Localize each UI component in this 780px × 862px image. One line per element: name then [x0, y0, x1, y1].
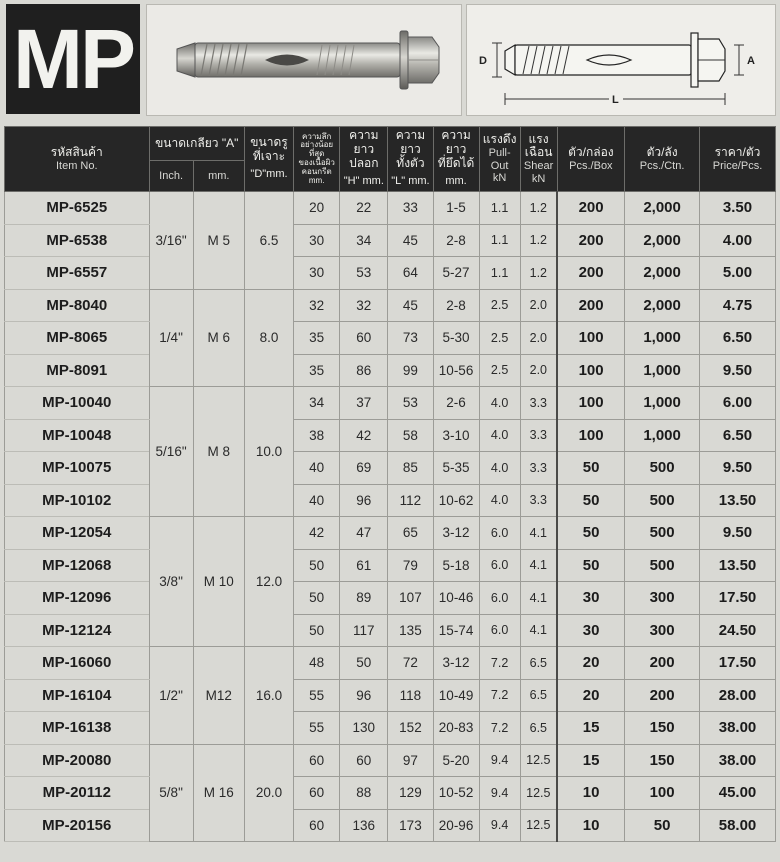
total-length-cell: 79: [388, 549, 433, 582]
item-code-cell: MP-12124: [5, 614, 150, 647]
total-length-cell: 72: [388, 647, 433, 680]
pull-out-cell: 4.0: [479, 452, 520, 485]
drill-diameter-cell: 10.0: [244, 387, 293, 517]
pcs-ctn-cell: 500: [625, 452, 700, 485]
model-logo: [6, 4, 140, 114]
min-depth-cell: 48: [294, 647, 340, 680]
pcs-ctn-cell: 1,000: [625, 322, 700, 355]
header-pcs-ctn: ตัว/ลัง Pcs./Ctn.: [625, 127, 700, 192]
thread-inch-cell: 1/4": [149, 289, 193, 387]
item-code-cell: MP-10102: [5, 484, 150, 517]
price-cell: 6.50: [700, 419, 776, 452]
pcs-box-cell: 10: [557, 777, 625, 810]
item-code-cell: MP-20080: [5, 744, 150, 777]
min-depth-cell: 32: [294, 289, 340, 322]
pull-out-cell: 7.2: [479, 647, 520, 680]
thread-inch-cell: 3/16": [149, 192, 193, 290]
fixing-length-cell: 5-18: [433, 549, 479, 582]
header-drill: ขนาดรู ที่เจาะ "D"mm.: [244, 127, 293, 192]
dimension-l-label: L: [612, 94, 619, 106]
total-length-cell: 53: [388, 387, 433, 420]
spec-table: [4, 126, 776, 842]
item-code-cell: MP-8040: [5, 289, 150, 322]
min-depth-cell: 60: [294, 777, 340, 810]
min-depth-cell: 40: [294, 452, 340, 485]
total-length-cell: 58: [388, 419, 433, 452]
shear-cell: 2.0: [520, 289, 557, 322]
pull-out-cell: 4.0: [479, 419, 520, 452]
sleeve-length-cell: 60: [340, 744, 388, 777]
fixing-length-cell: 2-8: [433, 224, 479, 257]
price-cell: 3.50: [700, 192, 776, 225]
fixing-length-cell: 5-30: [433, 322, 479, 355]
thread-inch-cell: 5/8": [149, 744, 193, 842]
table-row: [5, 614, 776, 647]
pcs-ctn-cell: 2,000: [625, 257, 700, 290]
item-code-cell: MP-12096: [5, 582, 150, 615]
table-row: [5, 809, 776, 842]
item-code-cell: MP-6557: [5, 257, 150, 290]
fixing-length-cell: 2-6: [433, 387, 479, 420]
min-depth-cell: 30: [294, 224, 340, 257]
sleeve-length-cell: 117: [340, 614, 388, 647]
pcs-box-cell: 50: [557, 549, 625, 582]
header-band: [0, 0, 780, 122]
table-row: [5, 679, 776, 712]
shear-cell: 4.1: [520, 614, 557, 647]
pcs-box-cell: 50: [557, 517, 625, 550]
total-length-cell: 45: [388, 289, 433, 322]
pcs-ctn-cell: 2,000: [625, 224, 700, 257]
shear-cell: 3.3: [520, 387, 557, 420]
shear-cell: 2.0: [520, 354, 557, 387]
pull-out-cell: 2.5: [479, 322, 520, 355]
drill-diameter-cell: 20.0: [244, 744, 293, 842]
thread-inch-cell: 5/16": [149, 387, 193, 517]
dimension-d-label: D: [479, 55, 487, 67]
pcs-box-cell: 200: [557, 224, 625, 257]
item-code-cell: MP-16060: [5, 647, 150, 680]
price-cell: 4.75: [700, 289, 776, 322]
pcs-ctn-cell: 200: [625, 679, 700, 712]
sleeve-length-cell: 96: [340, 484, 388, 517]
pull-out-cell: 4.0: [479, 387, 520, 420]
table-row: [5, 387, 776, 420]
total-length-cell: 129: [388, 777, 433, 810]
price-cell: 17.50: [700, 647, 776, 680]
thread-inch-cell: 1/2": [149, 647, 193, 745]
fixing-length-cell: 15-74: [433, 614, 479, 647]
table-row: [5, 257, 776, 290]
table-row: [5, 322, 776, 355]
pcs-box-cell: 20: [557, 647, 625, 680]
thread-mm-cell: M 8: [193, 387, 244, 517]
min-depth-cell: 60: [294, 744, 340, 777]
thread-mm-cell: M 6: [193, 289, 244, 387]
total-length-cell: 135: [388, 614, 433, 647]
total-length-cell: 73: [388, 322, 433, 355]
total-length-cell: 85: [388, 452, 433, 485]
shear-cell: 6.5: [520, 647, 557, 680]
pcs-box-cell: 30: [557, 582, 625, 615]
thread-inch-cell: 3/8": [149, 517, 193, 647]
sleeve-length-cell: 69: [340, 452, 388, 485]
sleeve-length-cell: 34: [340, 224, 388, 257]
pcs-ctn-cell: 150: [625, 712, 700, 745]
shear-cell: 1.2: [520, 257, 557, 290]
pcs-ctn-cell: 500: [625, 517, 700, 550]
total-length-cell: 64: [388, 257, 433, 290]
fixing-length-cell: 3-12: [433, 517, 479, 550]
thread-mm-cell: M 16: [193, 744, 244, 842]
fixing-length-cell: 20-96: [433, 809, 479, 842]
thread-mm-cell: M12: [193, 647, 244, 745]
total-length-cell: 107: [388, 582, 433, 615]
table-row: [5, 484, 776, 517]
price-cell: 9.50: [700, 452, 776, 485]
sleeve-length-cell: 42: [340, 419, 388, 452]
item-code-cell: MP-6538: [5, 224, 150, 257]
price-cell: 24.50: [700, 614, 776, 647]
item-code-cell: MP-10048: [5, 419, 150, 452]
pcs-ctn-cell: 200: [625, 647, 700, 680]
item-code-cell: MP-10075: [5, 452, 150, 485]
drill-diameter-cell: 12.0: [244, 517, 293, 647]
min-depth-cell: 34: [294, 387, 340, 420]
total-length-cell: 97: [388, 744, 433, 777]
shear-cell: 3.3: [520, 419, 557, 452]
header-fixing-length: ความยาว ที่ยึดได้ mm.: [433, 127, 479, 192]
fixing-length-cell: 3-12: [433, 647, 479, 680]
price-cell: 4.00: [700, 224, 776, 257]
shear-cell: 12.5: [520, 777, 557, 810]
price-cell: 17.50: [700, 582, 776, 615]
sleeve-length-cell: 96: [340, 679, 388, 712]
dimension-a-label: A: [747, 55, 755, 67]
shear-cell: 6.5: [520, 712, 557, 745]
dimension-drawing: [467, 5, 775, 115]
pull-out-cell: 1.1: [479, 224, 520, 257]
shear-cell: 1.2: [520, 192, 557, 225]
shear-cell: 6.5: [520, 679, 557, 712]
pcs-box-cell: 200: [557, 192, 625, 225]
sleeve-length-cell: 88: [340, 777, 388, 810]
fixing-length-cell: 5-20: [433, 744, 479, 777]
min-depth-cell: 50: [294, 582, 340, 615]
item-code-cell: MP-20156: [5, 809, 150, 842]
pcs-ctn-cell: 2,000: [625, 289, 700, 322]
table-body: [5, 192, 776, 842]
pull-out-cell: 2.5: [479, 354, 520, 387]
sleeve-length-cell: 130: [340, 712, 388, 745]
sleeve-length-cell: 86: [340, 354, 388, 387]
item-code-cell: MP-8065: [5, 322, 150, 355]
pcs-ctn-cell: 100: [625, 777, 700, 810]
item-code-cell: MP-12068: [5, 549, 150, 582]
price-cell: 13.50: [700, 484, 776, 517]
header-thread-inch: Inch.: [149, 161, 193, 192]
table-row: [5, 224, 776, 257]
pull-out-cell: 4.0: [479, 484, 520, 517]
item-code-cell: MP-16104: [5, 679, 150, 712]
pcs-ctn-cell: 2,000: [625, 192, 700, 225]
header-pcs-box: ตัว/กล่อง Pcs./Box: [557, 127, 625, 192]
sleeve-length-cell: 32: [340, 289, 388, 322]
min-depth-cell: 42: [294, 517, 340, 550]
fixing-length-cell: 10-52: [433, 777, 479, 810]
item-code-cell: MP-16138: [5, 712, 150, 745]
table-row: [5, 549, 776, 582]
pcs-ctn-cell: 1,000: [625, 419, 700, 452]
header-item: รหัสสินค้า Item No.: [5, 127, 150, 192]
total-length-cell: 173: [388, 809, 433, 842]
min-depth-cell: 50: [294, 549, 340, 582]
header-thread: ขนาดเกลียว "A": [149, 127, 244, 161]
pull-out-cell: 9.4: [479, 744, 520, 777]
thread-mm-cell: M 5: [193, 192, 244, 290]
table-row: [5, 452, 776, 485]
item-code-cell: MP-8091: [5, 354, 150, 387]
pcs-box-cell: 30: [557, 614, 625, 647]
pull-out-cell: 7.2: [479, 679, 520, 712]
drill-diameter-cell: 8.0: [244, 289, 293, 387]
table-row: [5, 777, 776, 810]
pcs-box-cell: 100: [557, 322, 625, 355]
sleeve-length-cell: 136: [340, 809, 388, 842]
price-cell: 38.00: [700, 712, 776, 745]
pull-out-cell: 6.0: [479, 582, 520, 615]
header-pull-out: แรงดึง Pull-Out kN: [479, 127, 520, 192]
table-row: [5, 744, 776, 777]
total-length-cell: 65: [388, 517, 433, 550]
fixing-length-cell: 2-8: [433, 289, 479, 322]
price-cell: 9.50: [700, 354, 776, 387]
min-depth-cell: 20: [294, 192, 340, 225]
min-depth-cell: 50: [294, 614, 340, 647]
sleeve-length-cell: 60: [340, 322, 388, 355]
table-row: [5, 192, 776, 225]
pcs-ctn-cell: 500: [625, 484, 700, 517]
fixing-length-cell: 1-5: [433, 192, 479, 225]
technical-drawing: [466, 4, 776, 116]
pcs-box-cell: 50: [557, 452, 625, 485]
pull-out-cell: 6.0: [479, 614, 520, 647]
table-row: [5, 289, 776, 322]
pull-out-cell: 6.0: [479, 517, 520, 550]
total-length-cell: 99: [388, 354, 433, 387]
pull-out-cell: 9.4: [479, 809, 520, 842]
shear-cell: 12.5: [520, 809, 557, 842]
header-depth: ความลึก อย่างน้อยที่สุด ของเนื้อผิว คอนกรีต mm.: [294, 127, 340, 192]
total-length-cell: 45: [388, 224, 433, 257]
sleeve-length-cell: 37: [340, 387, 388, 420]
header-sleeve-length: ความยาว ปลอก "H" mm.: [340, 127, 388, 192]
product-photo: [146, 4, 462, 116]
table-header: [5, 127, 776, 192]
shear-cell: 3.3: [520, 452, 557, 485]
item-code-cell: MP-12054: [5, 517, 150, 550]
pcs-ctn-cell: 500: [625, 549, 700, 582]
shear-cell: 2.0: [520, 322, 557, 355]
thread-mm-cell: M 10: [193, 517, 244, 647]
sleeve-length-cell: 47: [340, 517, 388, 550]
table-row: [5, 582, 776, 615]
price-cell: 28.00: [700, 679, 776, 712]
price-cell: 6.00: [700, 387, 776, 420]
header-shear: แรงเฉือน Shear kN: [520, 127, 557, 192]
header-total-length: ความยาว ทั้งตัว "L" mm.: [388, 127, 433, 192]
total-length-cell: 152: [388, 712, 433, 745]
price-cell: 9.50: [700, 517, 776, 550]
table-row: [5, 354, 776, 387]
anchor-bolt-photo-illustration: [147, 5, 461, 115]
table-row: [5, 419, 776, 452]
pull-out-cell: 2.5: [479, 289, 520, 322]
shear-cell: 12.5: [520, 744, 557, 777]
price-cell: 45.00: [700, 777, 776, 810]
fixing-length-cell: 20-83: [433, 712, 479, 745]
price-cell: 58.00: [700, 809, 776, 842]
pcs-ctn-cell: 300: [625, 614, 700, 647]
min-depth-cell: 35: [294, 354, 340, 387]
item-code-cell: MP-10040: [5, 387, 150, 420]
price-cell: 13.50: [700, 549, 776, 582]
total-length-cell: 33: [388, 192, 433, 225]
drill-diameter-cell: 6.5: [244, 192, 293, 290]
fixing-length-cell: 10-56: [433, 354, 479, 387]
min-depth-cell: 60: [294, 809, 340, 842]
pcs-box-cell: 10: [557, 809, 625, 842]
pcs-box-cell: 20: [557, 679, 625, 712]
fixing-length-cell: 5-27: [433, 257, 479, 290]
sleeve-length-cell: 61: [340, 549, 388, 582]
pcs-box-cell: 15: [557, 712, 625, 745]
pcs-box-cell: 100: [557, 354, 625, 387]
pcs-ctn-cell: 300: [625, 582, 700, 615]
pcs-box-cell: 200: [557, 257, 625, 290]
fixing-length-cell: 10-49: [433, 679, 479, 712]
fixing-length-cell: 10-62: [433, 484, 479, 517]
model-code: MP: [13, 11, 133, 106]
pcs-ctn-cell: 150: [625, 744, 700, 777]
drill-diameter-cell: 16.0: [244, 647, 293, 745]
shear-cell: 3.3: [520, 484, 557, 517]
table-row: [5, 517, 776, 550]
pcs-box-cell: 100: [557, 419, 625, 452]
sleeve-length-cell: 50: [340, 647, 388, 680]
sleeve-length-cell: 53: [340, 257, 388, 290]
item-code-cell: MP-6525: [5, 192, 150, 225]
pull-out-cell: 6.0: [479, 549, 520, 582]
min-depth-cell: 30: [294, 257, 340, 290]
min-depth-cell: 40: [294, 484, 340, 517]
table-row: [5, 712, 776, 745]
pcs-box-cell: 15: [557, 744, 625, 777]
price-cell: 6.50: [700, 322, 776, 355]
min-depth-cell: 38: [294, 419, 340, 452]
fixing-length-cell: 5-35: [433, 452, 479, 485]
shear-cell: 4.1: [520, 517, 557, 550]
item-code-cell: MP-20112: [5, 777, 150, 810]
pcs-box-cell: 100: [557, 387, 625, 420]
pcs-ctn-cell: 50: [625, 809, 700, 842]
pull-out-cell: 1.1: [479, 192, 520, 225]
price-cell: 38.00: [700, 744, 776, 777]
pcs-ctn-cell: 1,000: [625, 354, 700, 387]
shear-cell: 1.2: [520, 224, 557, 257]
pcs-box-cell: 50: [557, 484, 625, 517]
min-depth-cell: 55: [294, 712, 340, 745]
pull-out-cell: 1.1: [479, 257, 520, 290]
header-thread-mm: mm.: [193, 161, 244, 192]
total-length-cell: 118: [388, 679, 433, 712]
total-length-cell: 112: [388, 484, 433, 517]
table-row: [5, 647, 776, 680]
pull-out-cell: 9.4: [479, 777, 520, 810]
sleeve-length-cell: 89: [340, 582, 388, 615]
min-depth-cell: 35: [294, 322, 340, 355]
min-depth-cell: 55: [294, 679, 340, 712]
pull-out-cell: 7.2: [479, 712, 520, 745]
shear-cell: 4.1: [520, 582, 557, 615]
fixing-length-cell: 10-46: [433, 582, 479, 615]
sleeve-length-cell: 22: [340, 192, 388, 225]
header-price: ราคา/ตัว Price/Pcs.: [700, 127, 776, 192]
price-cell: 5.00: [700, 257, 776, 290]
pcs-ctn-cell: 1,000: [625, 387, 700, 420]
shear-cell: 4.1: [520, 549, 557, 582]
pcs-box-cell: 200: [557, 289, 625, 322]
fixing-length-cell: 3-10: [433, 419, 479, 452]
